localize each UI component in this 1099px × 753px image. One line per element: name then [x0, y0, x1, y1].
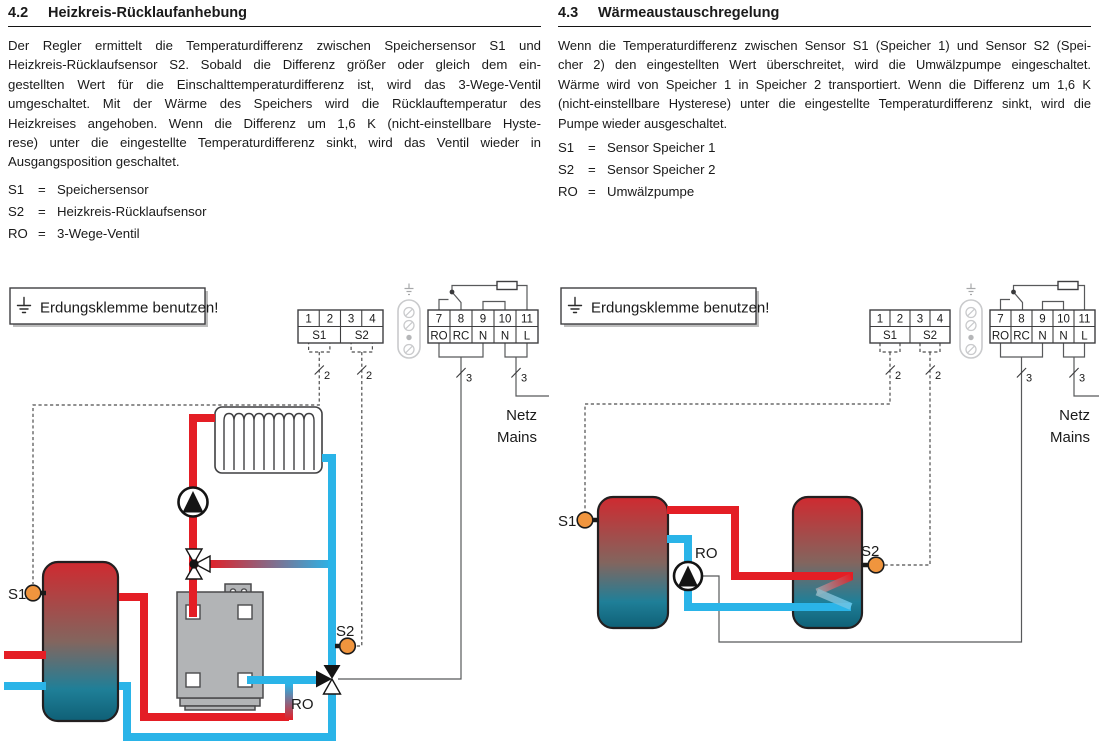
- terminal-label: N: [1059, 330, 1068, 343]
- mains-label-en: Mains: [496, 429, 537, 446]
- storage-tank: [43, 562, 118, 721]
- legend: [558, 137, 1091, 203]
- terminal-number: 7: [997, 313, 1004, 326]
- terminal-number: 8: [457, 313, 465, 326]
- legend-row: [8, 201, 541, 223]
- legend-key: S2: [558, 161, 575, 177]
- sensor-terminal-block: [870, 310, 950, 343]
- radiator: [215, 407, 322, 473]
- terminal-label: L: [523, 330, 531, 343]
- sensor-label-s2: S2: [861, 543, 880, 560]
- wire-count-label: 3: [1026, 372, 1033, 385]
- legend-value: Sensor Speicher 2: [607, 161, 716, 177]
- terminal-number: 1: [305, 313, 312, 326]
- wire-count-label: 3: [466, 372, 473, 385]
- wire-count-slash: [926, 366, 935, 375]
- terminal-label: RO: [430, 330, 448, 343]
- sensor-wire-s1: [585, 343, 900, 513]
- body-line: Ausgangsposition geschaltet.: [8, 154, 180, 170]
- legend-key: S1: [8, 181, 25, 197]
- wire-count-label: 3: [1079, 372, 1086, 385]
- terminal-label: RC: [1013, 330, 1030, 343]
- mains-wire: [505, 343, 549, 396]
- body-line: Der Regler ermittelt die Temperaturdifferenz zwischen Speichersensor S1 und: [8, 38, 541, 53]
- diagram-waermeaustauschregelung: [550, 280, 1099, 753]
- ground-warning-box: [561, 288, 769, 327]
- terminal-label: N: [478, 330, 488, 343]
- fuse-icon: [497, 282, 517, 290]
- terminal-number: 4: [936, 313, 944, 326]
- wire-count-slash: [315, 366, 324, 375]
- terminal-label: N: [1038, 330, 1047, 343]
- terminal-number: 2: [326, 313, 334, 326]
- terminal-number: 9: [479, 313, 487, 326]
- body-line: Heizkreises angehoben. Wenn die Differenz um 1,6 K (nicht-einstellbare Hyste-: [8, 115, 541, 131]
- sensor-label-s1: S1: [8, 586, 27, 603]
- sensor-wire-s2: [884, 343, 940, 565]
- legend: [8, 179, 541, 245]
- sensor-terminal-block: [298, 310, 383, 343]
- terminal-number: 11: [1078, 313, 1091, 326]
- earth-icon: [967, 284, 976, 295]
- ground-warning-box: [10, 288, 218, 327]
- section-body: [8, 36, 541, 172]
- legend-key: RO: [558, 183, 578, 199]
- terminal-number: 10: [498, 313, 512, 326]
- pump-label: RO: [695, 545, 718, 562]
- legend-value: Heizkreis-Rücklaufsensor: [57, 203, 207, 219]
- fuse-icon: [1058, 282, 1078, 290]
- terminal-number: 10: [1057, 313, 1070, 326]
- sensor-s2-dot: [340, 638, 356, 654]
- neutral-bridge-wire: [483, 302, 505, 311]
- section-title: Heizkreis-Rücklaufanhebung: [48, 5, 248, 21]
- pump-icon: [674, 562, 702, 590]
- mixing-valve-icon: [186, 549, 210, 579]
- legend-key: RO: [8, 225, 28, 241]
- sensor-s1-dot: [25, 585, 41, 601]
- section-4-3: [558, 5, 1091, 203]
- earth-icon: [405, 284, 414, 295]
- terminal-number: 1: [876, 313, 884, 326]
- terminal-number: 9: [1039, 313, 1046, 326]
- sensor-label-s2: S2: [336, 623, 355, 640]
- mains-label-de: Netz: [506, 407, 537, 424]
- terminal-number: 3: [347, 313, 355, 326]
- body-line: Wenn die Temperaturdifferenz zwischen Sensor S1 (Speicher 1) und Sensor S2 (Spei-: [558, 38, 1091, 53]
- wire-count-slash: [886, 366, 895, 375]
- section-heading: [558, 5, 1091, 27]
- legend-value: Speichersensor: [57, 181, 149, 197]
- terminal-group-label: S2: [354, 330, 369, 342]
- legend-key: S1: [558, 139, 575, 155]
- legend-row: [558, 137, 1091, 159]
- relay-output-wire: [338, 343, 483, 679]
- wire-count-label: 2: [366, 370, 373, 382]
- neutral-bridge-wire: [1043, 302, 1064, 311]
- legend-value: Umwälzpumpe: [607, 183, 695, 199]
- section-number: 4.2: [8, 5, 29, 21]
- wire-count-label: 2: [935, 370, 942, 382]
- ground-warning-text: Erdungsklemme benutzen!: [40, 299, 219, 317]
- legend-eq: =: [588, 183, 596, 199]
- section-4-2: [8, 5, 541, 245]
- earth-terminal-strip: [398, 284, 420, 359]
- body-line: gestellten Wert für die Einschalttemperaturdifferenz ist, wird das 3-Wege-Ventil: [8, 76, 541, 92]
- mains-wire: [1064, 343, 1099, 396]
- diagram-heizkreis-ruecklaufanhebung: [0, 280, 550, 753]
- legend-eq: =: [38, 225, 46, 241]
- body-line: Heizkreis-Rücklaufsensor S2. Sobald die Differenz größer oder gleich dem ein-: [8, 57, 541, 73]
- section-title: Wärmeaustauschregelung: [598, 5, 780, 21]
- section-heading: [8, 5, 541, 27]
- mains-label-de: Netz: [1059, 407, 1090, 424]
- terminal-number: 2: [896, 313, 904, 326]
- legend-row: [8, 223, 541, 245]
- legend-row: [8, 179, 541, 201]
- body-line: cher 2) den eingestellten Wert überschreitet, wird die Umwälzpumpe eingeschaltet.: [558, 57, 1091, 73]
- legend-row: [558, 181, 1091, 203]
- section-body: [558, 36, 1091, 133]
- terminal-label: N: [500, 330, 510, 343]
- wire-count-label: 2: [895, 370, 902, 382]
- legend-row: [558, 159, 1091, 181]
- three-way-valve-icon: [316, 665, 341, 694]
- mains-label-en: Mains: [1049, 429, 1090, 446]
- storage-tank-1: [598, 497, 668, 628]
- legend-eq: =: [588, 139, 596, 155]
- body-line: Pumpe wieder ausgeschaltet.: [558, 115, 728, 131]
- terminal-number: 11: [521, 313, 533, 326]
- legend-eq: =: [38, 181, 46, 197]
- section-number: 4.3: [558, 5, 579, 21]
- legend-eq: =: [588, 161, 596, 177]
- earth-terminal-strip: [960, 284, 982, 359]
- relay-output-wire: [703, 343, 1043, 642]
- sensor-s1-dot: [577, 512, 593, 528]
- legend-eq: =: [38, 203, 46, 219]
- terminal-number: 7: [435, 313, 443, 326]
- wire-count-label: 3: [521, 372, 528, 385]
- legend-key: S2: [8, 203, 25, 219]
- valve-label: RO: [291, 696, 314, 713]
- body-line: rese) unter die eingestellte Temperaturdifferenz sinkt, wird das Ventil wieder in: [8, 134, 541, 150]
- sensor-wire-s2: [351, 341, 372, 646]
- terminal-number: 3: [916, 313, 924, 326]
- pipe-radiator-feed: [193, 418, 215, 617]
- body-line: Wärme wird von Speicher 1 in Speicher 2 transportiert. Wenn die Differenz um 1,6 K: [558, 76, 1091, 92]
- legend-value: Sensor Speicher 1: [607, 139, 716, 155]
- terminal-number: 4: [369, 313, 376, 326]
- relay-terminal-block: [990, 310, 1095, 343]
- terminal-label: RC: [452, 330, 470, 343]
- terminal-label: L: [1081, 330, 1088, 343]
- terminal-label: RO: [991, 330, 1010, 343]
- ground-warning-text: Erdungsklemme benutzen!: [591, 299, 770, 317]
- relay-terminal-block: [428, 310, 538, 343]
- wire-count-label: 2: [324, 370, 331, 382]
- terminal-group-label: S2: [922, 330, 938, 342]
- terminal-group-label: S1: [312, 330, 327, 342]
- body-line: (nicht-einstellbare Hysterese) unter die eingestellte Temperaturdifferenz sinkt, wird die: [558, 96, 1091, 112]
- wire-count-slash: [357, 366, 366, 375]
- legend-value: 3-Wege-Ventil: [57, 225, 140, 241]
- pump-icon: [179, 488, 208, 517]
- terminal-group-label: S1: [882, 330, 898, 342]
- body-line: umgeschaltet. Mit der Wärme des Speichers wird die Rücklauftemperatur des: [8, 96, 541, 112]
- sensor-label-s1: S1: [558, 513, 577, 530]
- terminal-number: 8: [1018, 313, 1025, 326]
